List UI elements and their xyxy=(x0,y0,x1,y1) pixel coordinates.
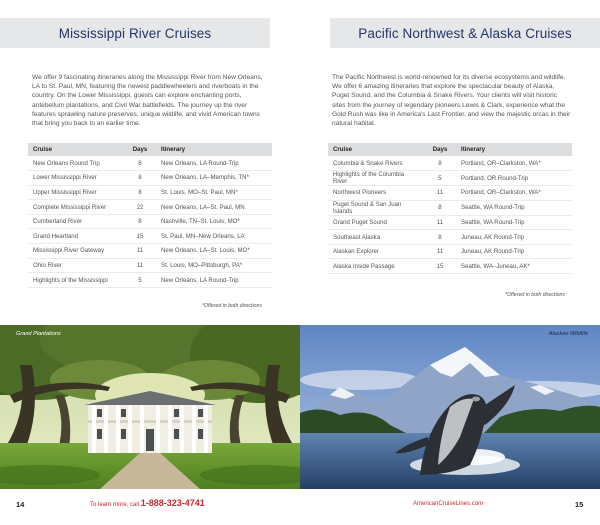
cruise-name: Highlights of the Mississippi xyxy=(28,273,124,288)
table-header-row xyxy=(28,143,272,156)
cruise-itinerary: St. Louis, MO–Pittsburgh, PA* xyxy=(156,258,272,273)
table-row xyxy=(328,230,572,245)
phone-number-link[interactable]: 1-888-323-4741 xyxy=(140,498,205,508)
table-row xyxy=(28,258,272,273)
call-to-action xyxy=(90,498,205,508)
cruise-itinerary: Portland, OR–Clarkston, WA* xyxy=(456,156,572,171)
cruise-name: Puget Sound & San Juan Islands xyxy=(328,200,424,215)
cruise-name: Southeast Alaska xyxy=(328,230,424,245)
cruise-itinerary: Juneau, AK Round-Trip xyxy=(456,230,572,245)
table-row xyxy=(28,185,272,200)
cruise-itinerary: St. Paul, MN–New Orleans, LA xyxy=(156,229,272,244)
mississippi-intro: We offer 9 fascinating itineraries along the Mississippi River from New Orleans, LA to St. Paul, MN, featuring the newest paddlewheelers and riverboats in the country. On the Lower Mississippi, guests can explore enchanting ports, antebellum plantations, and Civil War battlefields. The journey up the river features sprawling nature preserves, unique wildlife, and vivid American towns that bring you back to an earlier time. xyxy=(32,74,263,128)
header-days: Days xyxy=(124,143,156,156)
page-number-right: 15 xyxy=(575,500,584,509)
cruise-itinerary: New Orleans, LA Round-Trip xyxy=(156,156,272,171)
table-row xyxy=(328,171,572,186)
cruise-itinerary: Juneau, AK Round-Trip xyxy=(456,244,572,259)
cruise-days: 22 xyxy=(124,200,156,215)
cruise-days: 8 xyxy=(124,214,156,229)
cruise-name: Northwest Pioneers xyxy=(328,186,424,201)
cruise-days: 11 xyxy=(424,215,456,230)
header-cruise: Cruise xyxy=(328,143,424,156)
cruise-name: Grand Heartland xyxy=(28,229,124,244)
website-link[interactable]: AmericanCruiseLines.com xyxy=(413,501,484,507)
cruise-itinerary: Portland, OR–Clarkston, WA* xyxy=(456,186,572,201)
cruise-days: 11 xyxy=(424,244,456,259)
pacific-northwest-footnote: *Offered in both directions xyxy=(505,292,565,298)
cruise-name: Lower Mississippi River xyxy=(28,171,124,186)
mississippi-footnote: *Offered in both directions xyxy=(202,303,262,309)
table-row xyxy=(28,214,272,229)
mississippi-cruise-table xyxy=(28,143,272,288)
cruise-days: 8 xyxy=(124,156,156,171)
cruise-days: 8 xyxy=(424,230,456,245)
table-row xyxy=(328,215,572,230)
cruise-name: Complete Mississippi River xyxy=(28,200,124,215)
cruise-itinerary: New Orleans, LA–Memphis, TN* xyxy=(156,171,272,186)
header-cruise: Cruise xyxy=(28,143,124,156)
plantation-caption: Grand Plantations xyxy=(16,331,61,337)
table-header-row xyxy=(328,143,572,156)
alaska-caption: Alaskan Wildlife xyxy=(548,331,588,337)
cruise-itinerary: New Orleans, LA–St. Paul, MN xyxy=(156,200,272,215)
table-row xyxy=(28,156,272,171)
table-row xyxy=(28,229,272,244)
cruise-days: 5 xyxy=(124,273,156,288)
alaska-wildlife-photo xyxy=(300,325,600,489)
cta-text: To learn more, call xyxy=(90,502,140,508)
cruise-days: 5 xyxy=(424,171,456,186)
cruise-name: Columbia & Snake Rivers xyxy=(328,156,424,171)
cruise-name: New Orleans Round Trip xyxy=(28,156,124,171)
cruise-days: 11 xyxy=(124,258,156,273)
cruise-days: 8 xyxy=(124,185,156,200)
cruise-itinerary: St. Louis, MO–St. Paul, MN* xyxy=(156,185,272,200)
cruise-days: 15 xyxy=(424,259,456,274)
cruise-itinerary: Portland, OR Round-Trip xyxy=(456,171,572,186)
cruise-name: Cumberland River xyxy=(28,214,124,229)
plantation-photo-icon xyxy=(0,325,300,489)
cruise-itinerary: Seattle, WA Round-Trip xyxy=(456,215,572,230)
table-row xyxy=(328,259,572,274)
table-row xyxy=(28,171,272,186)
cruise-name: Mississippi River Gateway xyxy=(28,244,124,259)
cruise-name: Upper Mississippi River xyxy=(28,185,124,200)
whale-photo-icon xyxy=(300,325,600,489)
table-row xyxy=(28,244,272,259)
cruise-days: 8 xyxy=(424,156,456,171)
table-row xyxy=(328,186,572,201)
header-itinerary: Itinerary xyxy=(456,143,572,156)
cruise-days: 11 xyxy=(124,244,156,259)
cruise-name: Alaska Inside Passage xyxy=(328,259,424,274)
pacific-northwest-cruise-table xyxy=(328,143,572,274)
cruise-itinerary: New Orleans, LA Round-Trip xyxy=(156,273,272,288)
cruise-name: Highlights of the Columbia River xyxy=(328,171,424,186)
cruise-itinerary: Seattle, WA Round-Trip xyxy=(456,200,572,215)
table-row xyxy=(28,273,272,288)
cruise-days: 15 xyxy=(124,229,156,244)
table-row xyxy=(328,156,572,171)
cruise-name: Grand Puget Sound xyxy=(328,215,424,230)
cruise-name: Ohio River xyxy=(28,258,124,273)
table-row xyxy=(328,200,572,215)
table-row xyxy=(328,244,572,259)
cruise-itinerary: Nashville, TN–St. Louis, MO* xyxy=(156,214,272,229)
cruise-name: Alaskan Explorer xyxy=(328,244,424,259)
cruise-itinerary: Seattle, WA–Juneau, AK* xyxy=(456,259,572,274)
table-row xyxy=(28,200,272,215)
plantation-photo xyxy=(0,325,300,489)
mississippi-title: Mississippi River Cruises xyxy=(0,18,270,48)
cruise-days: 8 xyxy=(124,171,156,186)
cruise-itinerary: New Orleans, LA–St. Louis, MO* xyxy=(156,244,272,259)
header-itinerary: Itinerary xyxy=(156,143,272,156)
cruise-days: 11 xyxy=(424,186,456,201)
page-number-left: 14 xyxy=(16,500,25,509)
cruise-days: 8 xyxy=(424,200,456,215)
pacific-northwest-intro: The Pacific Northwest is world-renowned for its diverse ecosystems and wildlife. We offer 6 amazing itineraries that explore the spectacular beauty of Alaska, Puget Sound, and the Columbia & Snake Rivers. Your clients will visit historic sites from the journey of legendary pioneers Lewis & Clark, experience what the Gold Rush was like in America's Last Frontier, and view the majestic orcas in their natural habitat. xyxy=(332,74,571,128)
header-days: Days xyxy=(424,143,456,156)
pacific-northwest-title: Pacific Northwest & Alaska Cruises xyxy=(330,18,600,48)
